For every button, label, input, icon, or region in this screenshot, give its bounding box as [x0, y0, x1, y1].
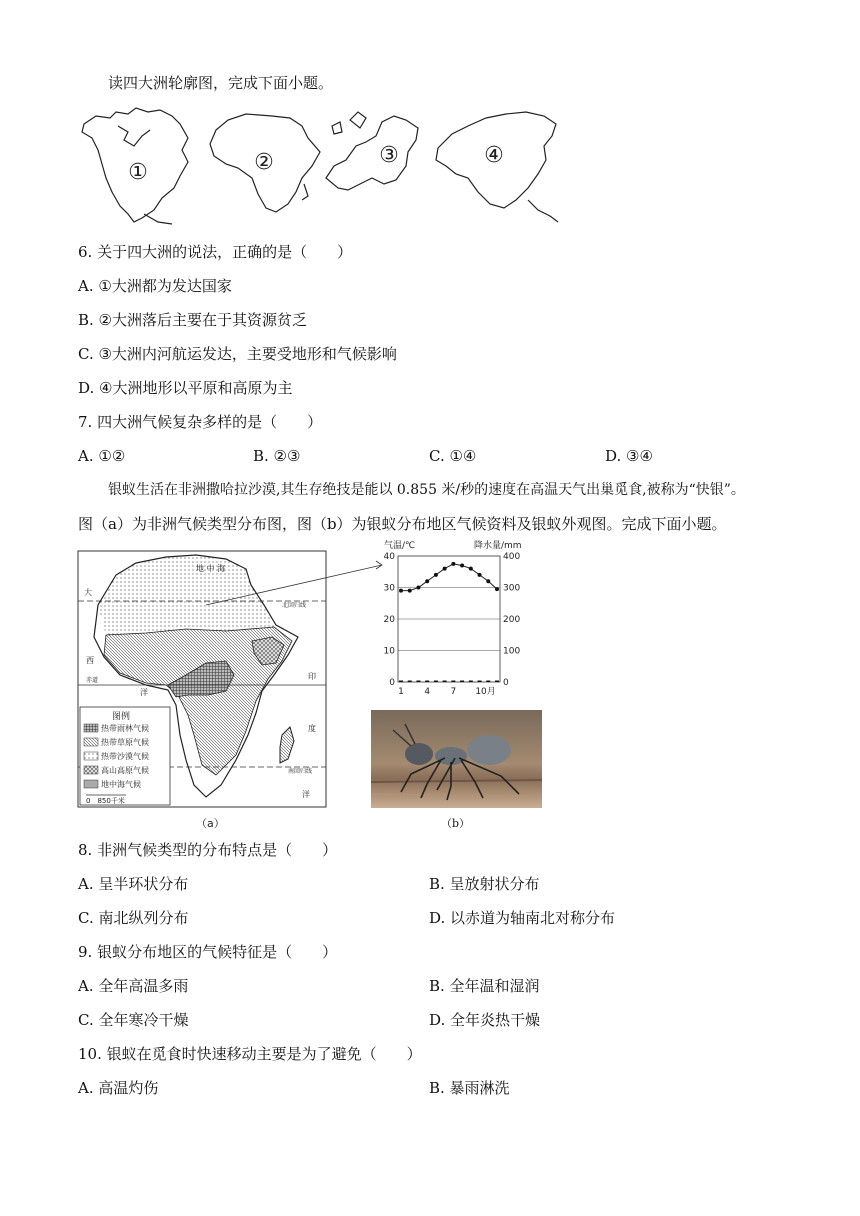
- chart-ytick-left: 40: [383, 552, 395, 562]
- precipitation-bar: [469, 681, 473, 683]
- precipitation-bar: [408, 681, 412, 683]
- temperature-point: [425, 579, 429, 583]
- map-legend: [80, 707, 170, 805]
- map-caption: （a）: [196, 817, 225, 830]
- temperature-point: [434, 573, 438, 577]
- q10-stem: 10. 银蚁在觅食时快速移动主要是为了避免（ ）: [78, 1045, 422, 1063]
- map-label-atlantic-1: 大: [84, 588, 92, 597]
- intro-text-2-line2: 图（a）为非洲气候类型分布图，图（b）为银蚁分布地区气候资料及银蚁外观图。完成下面小题。: [78, 515, 727, 533]
- q9-option-d: D. 全年炎热干燥: [429, 1011, 541, 1029]
- map-label-indian-1: 印: [308, 672, 316, 681]
- temperature-point: [495, 587, 499, 591]
- chart-ylabel-right: 降水量/mm: [474, 541, 522, 551]
- q6-option-b: B. ②大洲落后主要在于其资源贫乏: [78, 311, 308, 329]
- chart-xtick: 7: [450, 687, 457, 697]
- q7-option-c: C. ①④: [429, 447, 477, 465]
- continent-label-3: ③: [379, 143, 399, 168]
- map-label-indian-3: 洋: [302, 790, 310, 799]
- intro-text-2-line1: 银蚁生活在非洲撒哈拉沙漠,其生存绝技是能以 0.855 米/秒的速度在高温天气出巢觅食,被称为“快银”。: [108, 482, 745, 498]
- q8-option-a: A. 呈半环状分布: [78, 875, 189, 893]
- q9-option-c: C. 全年寒冷干燥: [78, 1011, 189, 1029]
- temperature-point: [408, 589, 412, 593]
- map-label-indian-2: 度: [308, 724, 316, 733]
- q7-option-a: A. ①②: [78, 447, 126, 465]
- q8-stem: 8. 非洲气候类型的分布特点是（ ）: [78, 841, 338, 859]
- q10-option-b: B. 暴雨淋洗: [429, 1079, 510, 1097]
- chart-ytick-right: 300: [503, 583, 521, 594]
- q8-option-b: B. 呈放射状分布: [429, 875, 540, 893]
- chart-ytick-right: 400: [503, 552, 521, 562]
- q7-option-b: B. ②③: [253, 447, 301, 465]
- silver-ant-photo: [371, 710, 542, 808]
- q9-option-a: A. 全年高温多雨: [78, 977, 189, 995]
- q9-option-b: B. 全年温和湿润: [429, 977, 540, 995]
- legend-item-savanna: 热带草原气候: [101, 738, 149, 747]
- precipitation-bar: [443, 681, 447, 683]
- chart-ytick-right: 200: [503, 615, 521, 625]
- temperature-line: [401, 564, 497, 591]
- map-scale: 0 850千米: [86, 797, 125, 805]
- q8-option-c: C. 南北纵列分布: [78, 909, 189, 927]
- map-label-tropic-n: 北回归线: [282, 602, 307, 609]
- precipitation-bar: [451, 681, 455, 683]
- chart-ylabel-left: 气温/℃: [384, 541, 416, 551]
- q7-option-d: D. ③④: [605, 447, 653, 465]
- chart-ytick-left: 30: [383, 583, 395, 594]
- temperature-point: [478, 573, 482, 577]
- precipitation-bar: [425, 681, 429, 683]
- legend-item-rainforest: 热带雨林气候: [101, 724, 149, 733]
- legend-item-highland: 高山高原气候: [101, 766, 149, 775]
- continent-label-4: ④: [484, 143, 504, 168]
- europe-outline: [326, 116, 418, 190]
- q6-option-a: A. ①大洲都为发达国家: [78, 277, 232, 295]
- africa-climate-map: [76, 545, 386, 830]
- chart-ytick-left: 20: [383, 615, 395, 625]
- temperature-point: [460, 563, 464, 567]
- precipitation-bar: [495, 681, 499, 683]
- map-label-equator: 赤道: [86, 677, 99, 684]
- photo-caption: （b）: [441, 817, 471, 830]
- precipitation-bar: [478, 681, 482, 683]
- map-label-sea: 地 中 海: [196, 564, 226, 573]
- temperature-point: [451, 562, 455, 566]
- temperature-point: [416, 586, 420, 590]
- temperature-point: [399, 589, 403, 593]
- chart-ytick-right: 0: [503, 678, 509, 688]
- chart-xtick: 10月: [475, 687, 496, 697]
- precipitation-bar: [434, 681, 438, 683]
- chart-ytick-left: 10: [383, 646, 395, 657]
- temperature-point: [469, 567, 473, 571]
- precipitation-bar: [399, 681, 403, 683]
- q6-stem: 6. 关于四大洲的说法，正确的是（ ）: [78, 243, 353, 261]
- chart-ytick-right: 100: [503, 646, 521, 657]
- map-label-tropic-s: 南回归线: [288, 768, 313, 775]
- precipitation-bar: [460, 681, 464, 683]
- q6-option-c: C. ③大洲内河航运发达，主要受地形和气候影响: [78, 345, 397, 363]
- chart-xtick: 1: [398, 687, 404, 697]
- q7-stem: 7. 四大洲气候复杂多样的是（ ）: [78, 413, 323, 431]
- chart-ytick-left: 0: [389, 678, 395, 688]
- map-label-atlantic-2: 西: [86, 656, 94, 665]
- precipitation-bar: [486, 681, 490, 683]
- precipitation-bar: [416, 681, 420, 683]
- four-continents-figure: [76, 104, 560, 228]
- q9-stem: 9. 银蚁分布地区的气候特征是（ ）: [78, 943, 338, 961]
- intro-text-1: 读四大洲轮廓图，完成下面小题。: [108, 74, 334, 92]
- continent-label-2: ②: [254, 150, 274, 175]
- q8-option-d: D. 以赤道为轴南北对称分布: [429, 909, 616, 927]
- legend-item-desert: 热带沙漠气候: [101, 752, 149, 761]
- temperature-point: [443, 567, 447, 571]
- climate-chart: [370, 536, 530, 700]
- chart-xtick: 4: [424, 687, 431, 697]
- q6-option-d: D. ④大洲地形以平原和高原为主: [78, 379, 293, 397]
- map-label-atlantic-3: 洋: [140, 688, 148, 697]
- legend-item-mediterranean: 地中海气候: [101, 780, 141, 789]
- legend-title: 图例: [112, 712, 131, 722]
- continent-label-1: ①: [128, 160, 148, 185]
- temperature-point: [486, 579, 490, 583]
- q10-option-a: A. 高温灼伤: [78, 1079, 159, 1097]
